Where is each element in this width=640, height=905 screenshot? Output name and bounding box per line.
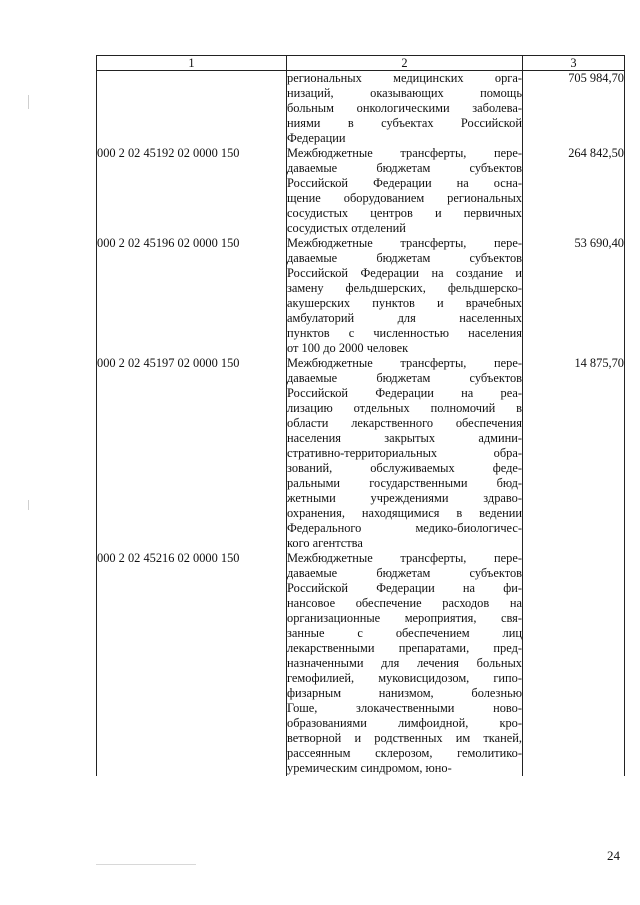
table-header bbox=[97, 56, 625, 71]
description-line: жетными учреждениями здраво- bbox=[287, 491, 522, 505]
amount-cell: 264 842,50 bbox=[523, 146, 625, 236]
description-line: гемофилией, муковисцидозом, гипо- bbox=[287, 671, 522, 685]
description-line: Межбюджетные трансферты, пере- bbox=[287, 146, 522, 160]
description-line: сосудистых отделений bbox=[287, 221, 406, 235]
description-line: Межбюджетные трансферты, пере- bbox=[287, 356, 522, 370]
description-line: образованиями лимфоидной, кро- bbox=[287, 716, 522, 730]
description-line: от 100 до 2000 человек bbox=[287, 341, 409, 355]
description-line: Межбюджетные трансферты, пере- bbox=[287, 236, 522, 250]
amount-cell: 14 875,70 bbox=[523, 356, 625, 551]
table-row bbox=[97, 146, 625, 236]
description-line: Межбюджетные трансферты, пере- bbox=[287, 551, 522, 565]
description-line: амбулаторий для населенных bbox=[287, 311, 522, 325]
description-line: больным онкологическими заболева- bbox=[287, 101, 522, 115]
column-header-amount: 3 bbox=[523, 56, 625, 71]
column-header-code: 1 bbox=[97, 56, 287, 71]
description-line: населения закрытых админи- bbox=[287, 431, 522, 445]
description-line: ниями в субъектах Российской bbox=[287, 116, 522, 130]
scan-margin-mark bbox=[28, 95, 29, 109]
budget-code-cell: 000 2 02 45216 02 0000 150 bbox=[97, 551, 287, 776]
description-line: лизацию отдельных полномочий в bbox=[287, 401, 522, 415]
description-line: даваемые бюджетам субъектов bbox=[287, 371, 522, 385]
description-line: охранения, находящимися в ведении bbox=[287, 506, 522, 520]
description-line: организационные мероприятия, свя- bbox=[287, 611, 522, 625]
description-line: ральными государственными бюд- bbox=[287, 476, 522, 490]
amount-cell bbox=[523, 551, 625, 776]
column-header-description: 2 bbox=[287, 56, 523, 71]
budget-code-cell: 000 2 02 45197 02 0000 150 bbox=[97, 356, 287, 551]
description-line: региональных медицинских орга- bbox=[287, 71, 522, 85]
description-cell bbox=[287, 356, 523, 551]
description-line: даваемые бюджетам субъектов bbox=[287, 566, 522, 580]
description-line: щение оборудованием региональных bbox=[287, 191, 522, 205]
table-body bbox=[97, 71, 625, 777]
description-line: назначенными для лечения больных bbox=[287, 656, 522, 670]
table-row bbox=[97, 236, 625, 356]
footer-divider bbox=[96, 864, 196, 865]
budget-code-cell bbox=[97, 71, 287, 147]
description-line: нансовое обеспечение расходов на bbox=[287, 596, 522, 610]
description-cell bbox=[287, 551, 523, 776]
amount-cell: 53 690,40 bbox=[523, 236, 625, 356]
description-line: низаций, оказывающих помощь bbox=[287, 86, 522, 100]
description-line: занные с обеспечением лиц bbox=[287, 626, 522, 640]
description-line: Российской Федерации на фи- bbox=[287, 581, 522, 595]
description-line: лекарственными препаратами, пред- bbox=[287, 641, 522, 655]
description-line: кого агентства bbox=[287, 536, 363, 550]
amount-cell: 705 984,70 bbox=[523, 71, 625, 147]
header-row bbox=[97, 56, 625, 71]
description-line: физарным нанизмом, болезнью bbox=[287, 686, 522, 700]
budget-code-cell: 000 2 02 45196 02 0000 150 bbox=[97, 236, 287, 356]
description-cell bbox=[287, 146, 523, 236]
budget-code-cell: 000 2 02 45192 02 0000 150 bbox=[97, 146, 287, 236]
description-line: даваемые бюджетам субъектов bbox=[287, 251, 522, 265]
description-line: пунктов с численностью населения bbox=[287, 326, 522, 340]
description-line: области лекарственного обеспечения bbox=[287, 416, 522, 430]
description-line: сосудистых центров и первичных bbox=[287, 206, 522, 220]
table-row bbox=[97, 71, 625, 147]
description-line: даваемые бюджетам субъектов bbox=[287, 161, 522, 175]
description-line: уремическим синдромом, юно- bbox=[287, 761, 452, 775]
description-line: Российской Федерации на создание и bbox=[287, 266, 522, 280]
description-line: Федерального медико-биологичес- bbox=[287, 521, 522, 535]
table-row bbox=[97, 356, 625, 551]
description-line: рассеянным склерозом, гемолитико- bbox=[287, 746, 522, 760]
description-line: Федерации bbox=[287, 131, 346, 145]
description-line: зований, обслуживаемых феде- bbox=[287, 461, 522, 475]
description-line: ветворной и родственных им тканей, bbox=[287, 731, 522, 745]
description-line: Российской Федерации на осна- bbox=[287, 176, 522, 190]
description-cell bbox=[287, 236, 523, 356]
description-line: замену фельдшерских, фельдшерско- bbox=[287, 281, 522, 295]
description-line: акушерских пунктов и врачебных bbox=[287, 296, 522, 310]
scan-margin-mark bbox=[28, 500, 29, 510]
page-number: 24 bbox=[607, 848, 620, 863]
description-line: стративно-территориальных обра- bbox=[287, 446, 522, 460]
description-cell bbox=[287, 71, 523, 147]
table-row bbox=[97, 551, 625, 776]
description-line: Российской Федерации на реа- bbox=[287, 386, 522, 400]
description-line: Гоше, злокачественными ново- bbox=[287, 701, 522, 715]
budget-table bbox=[96, 55, 625, 776]
